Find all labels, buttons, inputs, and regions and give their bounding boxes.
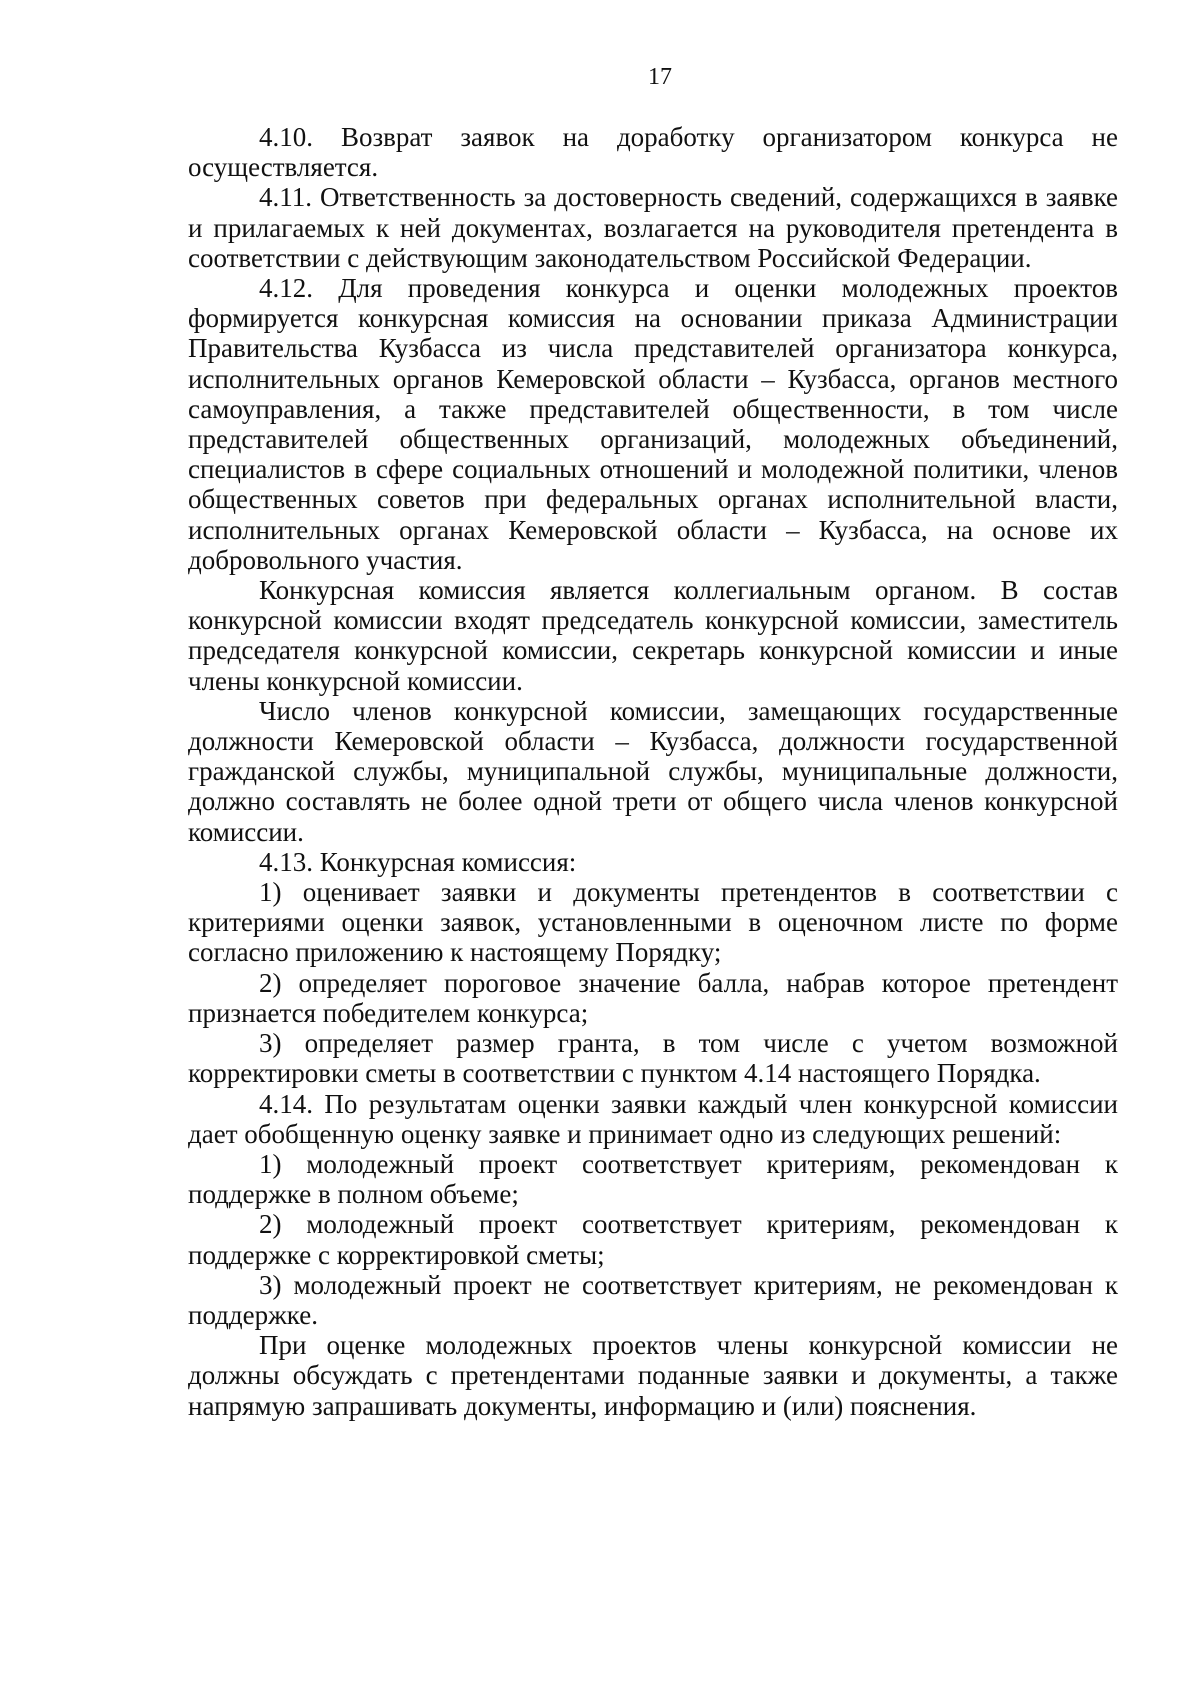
list-item-4-14-3: 3) молодежный проект не соответствует критериям, не рекомендован к поддержке. [188, 1269, 1118, 1330]
document-page [188, 62, 1118, 1421]
list-item-4-13-3: 3) определяет размер гранта, в том числе с учетом возможной корректировки сметы в соответствии с пунктом 4.14 настоящего Порядка. [188, 1028, 1118, 1089]
paragraph-4-11: 4.11. Ответственность за достоверность сведений, содержащихся в заявке и прилагаемых к ней документах, возлагается на руководителя претендента в соответствии с действующим законодательством Российской Федерации. [188, 182, 1118, 273]
paragraph-4-10: 4.10. Возврат заявок на доработку организатором конкурса не осуществляется. [188, 122, 1118, 183]
list-item-4-13-2: 2) определяет пороговое значение балла, набрав которое претендент признается победителем конкурса; [188, 967, 1118, 1028]
list-item-4-14-1: 1) молодежный проект соответствует критериям, рекомендован к поддержке в полном объеме; [188, 1148, 1118, 1210]
paragraph-4-13: 4.13. Конкурсная комиссия: [259, 846, 577, 877]
page-number: 17 [648, 64, 672, 90]
paragraph-commission-members-share: Число членов конкурсной комиссии, замещающих государственные должности Кемеровской области – Кузбасса, должности государственной гражданской службы, муниципальной службы, муниципальные должности, должно составлять не более одной трети от общего числа членов конкурсной комиссии. [188, 695, 1118, 847]
paragraph-4-12: 4.12. Для проведения конкурса и оценки молодежных проектов формируется конкурсная комиссия на основании приказа Администрации Правительства Кузбасса из числа представителей организатора конкурса, исполнительных органов Кемеровской области – Кузбасса, органов местного самоуправления, а также представителей общественности, в том числе представителей общественных организаций, молодежных объединений, специалистов в сфере социальных отношений и молодежной политики, членов общественных советов при федеральных органах исполнительной власти, исполнительных органах Кемеровской области – Кузбасса, на основе их добровольного участия. [188, 273, 1118, 575]
paragraph-4-14: 4.14. По результатам оценки заявки каждый член конкурсной комиссии дает обобщенную оценку заявке и принимает одно из следующих решений: [188, 1088, 1118, 1149]
list-item-4-14-2: 2) молодежный проект соответствует критериям, рекомендован к поддержке с корректировкой сметы; [188, 1209, 1118, 1270]
paragraph-commission-composition: Конкурсная комиссия является коллегиальным органом. В состав конкурсной комиссии входят председатель конкурсной комиссии, заместитель председателя конкурсной комиссии, секретарь конкурсной комиссии и иные члены конкурсной комиссии. [188, 575, 1118, 696]
list-item-4-13-1: 1) оценивает заявки и документы претендентов в соответствии с критериями оценки заявок, установленными в оценочном листе по форме согласно приложению к настоящему Порядку; [188, 877, 1118, 968]
paragraph-evaluation-restrictions: При оценке молодежных проектов члены конкурсной комиссии не должны обсуждать с претендентами поданные заявки и документы, а также напрямую запрашивать документы, информацию и (или) пояснения. [188, 1330, 1118, 1421]
